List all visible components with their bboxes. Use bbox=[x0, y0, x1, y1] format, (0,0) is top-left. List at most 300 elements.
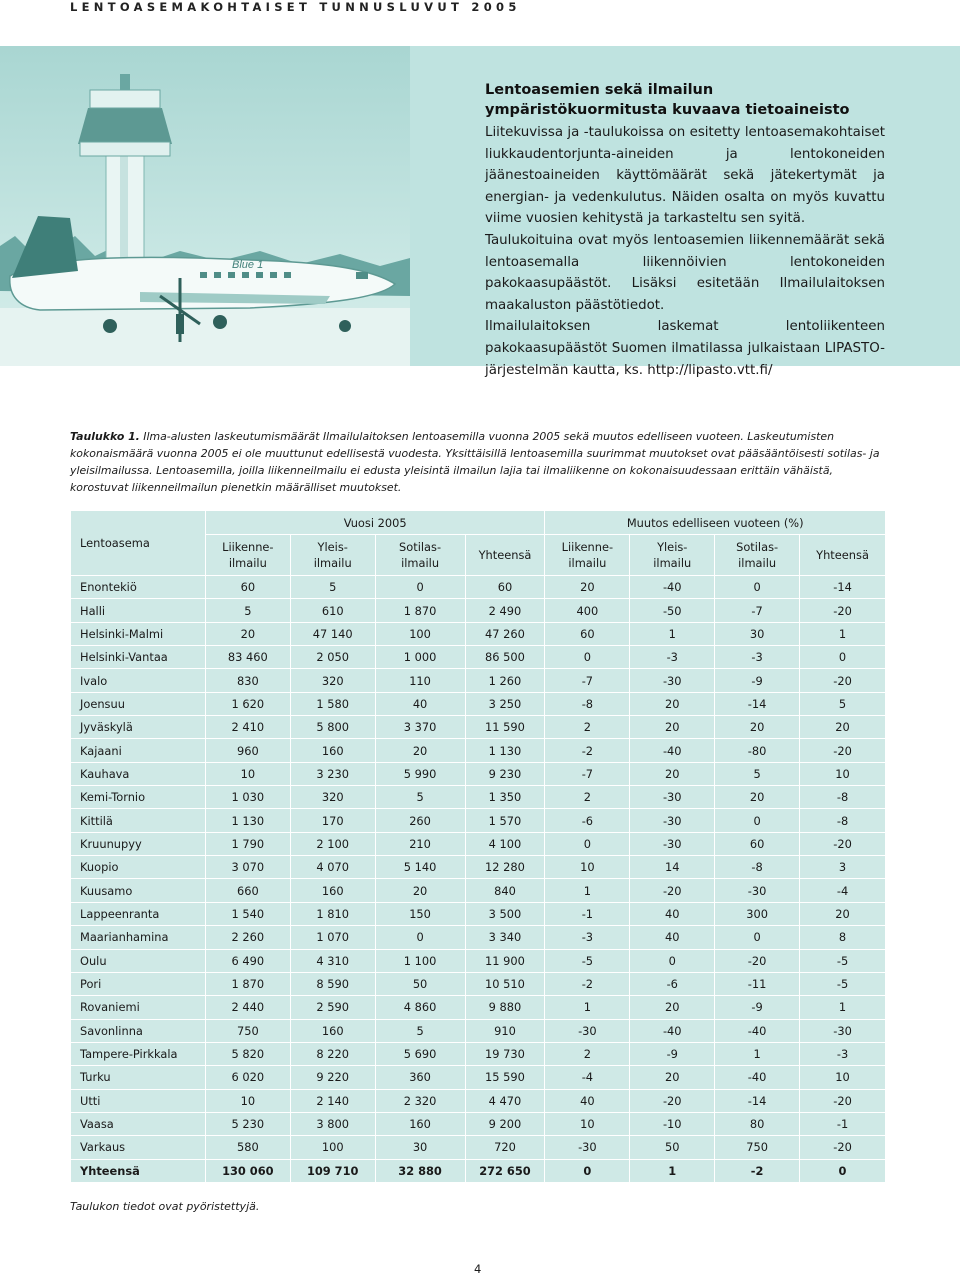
value-cell: 160 bbox=[290, 1019, 375, 1042]
value-cell: -30 bbox=[630, 786, 715, 809]
column-header-line: Sotilas- bbox=[736, 540, 779, 554]
table-caption bbox=[70, 428, 890, 496]
airport-name-cell: Yhteensä bbox=[71, 1159, 206, 1182]
value-cell: 100 bbox=[290, 1136, 375, 1159]
value-cell: 2 320 bbox=[375, 1089, 465, 1112]
value-cell: -1 bbox=[800, 1112, 886, 1135]
value-cell: -8 bbox=[545, 692, 630, 715]
landings-table bbox=[70, 510, 886, 1183]
value-cell: -50 bbox=[630, 599, 715, 622]
value-cell: -40 bbox=[630, 1019, 715, 1042]
value-cell: 19 730 bbox=[465, 1042, 545, 1065]
table-row bbox=[71, 692, 886, 715]
column-header-line: ilmailu bbox=[228, 556, 267, 570]
value-cell: 910 bbox=[465, 1019, 545, 1042]
value-cell: 2 490 bbox=[465, 599, 545, 622]
value-cell: -8 bbox=[715, 856, 800, 879]
value-cell: 1 870 bbox=[375, 599, 465, 622]
value-cell: -9 bbox=[715, 669, 800, 692]
value-cell: 80 bbox=[715, 1112, 800, 1135]
value-cell: -20 bbox=[630, 879, 715, 902]
value-cell: -7 bbox=[545, 762, 630, 785]
value-cell: 4 100 bbox=[465, 832, 545, 855]
aircraft-brand-text: Blue 1 bbox=[232, 259, 264, 271]
value-cell: -30 bbox=[545, 1019, 630, 1042]
column-header bbox=[375, 535, 465, 576]
airport-name-cell: Helsinki-Malmi bbox=[71, 622, 206, 645]
value-cell: 1 bbox=[800, 996, 886, 1019]
value-cell: 1 870 bbox=[205, 972, 290, 995]
value-cell: 1 bbox=[800, 622, 886, 645]
group-header-2005: Vuosi 2005 bbox=[205, 511, 545, 535]
value-cell: 15 590 bbox=[465, 1066, 545, 1089]
value-cell: 40 bbox=[545, 1089, 630, 1112]
value-cell: -10 bbox=[630, 1112, 715, 1135]
value-cell: 10 bbox=[205, 762, 290, 785]
value-cell: 1 580 bbox=[290, 692, 375, 715]
value-cell: 830 bbox=[205, 669, 290, 692]
value-cell: 750 bbox=[715, 1136, 800, 1159]
value-cell: 130 060 bbox=[205, 1159, 290, 1182]
value-cell: 320 bbox=[290, 669, 375, 692]
value-cell: 10 bbox=[800, 762, 886, 785]
value-cell: 40 bbox=[375, 692, 465, 715]
airport-name-cell: Kruunupyy bbox=[71, 832, 206, 855]
value-cell: 6 020 bbox=[205, 1066, 290, 1089]
airport-name-cell: Turku bbox=[71, 1066, 206, 1089]
value-cell: 109 710 bbox=[290, 1159, 375, 1182]
column-header-line: Yhteensä bbox=[478, 548, 532, 562]
value-cell: 160 bbox=[290, 739, 375, 762]
ground-crew bbox=[176, 314, 184, 334]
value-cell: -40 bbox=[715, 1019, 800, 1042]
value-cell: 2 bbox=[545, 1042, 630, 1065]
value-cell: 4 310 bbox=[290, 949, 375, 972]
value-cell: 2 050 bbox=[290, 646, 375, 669]
value-cell: 0 bbox=[375, 926, 465, 949]
value-cell: 9 220 bbox=[290, 1066, 375, 1089]
table-row bbox=[71, 926, 886, 949]
value-cell: 12 280 bbox=[465, 856, 545, 879]
value-cell: 2 260 bbox=[205, 926, 290, 949]
page-running-header: LENTOASEMAKOHTAISET TUNNUSLUVUT 2005 bbox=[70, 0, 521, 14]
value-cell: 210 bbox=[375, 832, 465, 855]
value-cell: -14 bbox=[800, 576, 886, 599]
value-cell: 3 500 bbox=[465, 902, 545, 925]
value-cell: -4 bbox=[800, 879, 886, 902]
value-cell: 1 350 bbox=[465, 786, 545, 809]
value-cell: 11 900 bbox=[465, 949, 545, 972]
value-cell: 1 810 bbox=[290, 902, 375, 925]
airport-header: Lentoasema bbox=[71, 511, 206, 576]
value-cell: -4 bbox=[545, 1066, 630, 1089]
value-cell: 20 bbox=[375, 879, 465, 902]
value-cell: -2 bbox=[545, 972, 630, 995]
table-row bbox=[71, 1042, 886, 1065]
table-row bbox=[71, 669, 886, 692]
value-cell: 150 bbox=[375, 902, 465, 925]
airport-name-cell: Utti bbox=[71, 1089, 206, 1112]
intro-text bbox=[485, 80, 885, 381]
value-cell: -3 bbox=[630, 646, 715, 669]
value-cell: -20 bbox=[800, 669, 886, 692]
table-row bbox=[71, 739, 886, 762]
value-cell: 2 590 bbox=[290, 996, 375, 1019]
value-cell: 4 860 bbox=[375, 996, 465, 1019]
value-cell: 3 340 bbox=[465, 926, 545, 949]
value-cell: 272 650 bbox=[465, 1159, 545, 1182]
value-cell: 0 bbox=[630, 949, 715, 972]
value-cell: 10 bbox=[205, 1089, 290, 1112]
value-cell: -14 bbox=[715, 692, 800, 715]
value-cell: -40 bbox=[630, 739, 715, 762]
intro-paragraph: Liitekuvissa ja -taulukoissa on esitetty lentoasemakohtaiset liukkaudentorjunta-aineiden ja lentokoneiden jäänestoaineiden käyttömäärät sekä jätekertymät ja energian- ja vedenkulutus. Näiden osalta on myös kuvattu viime vuosien kehitystä ja tarkasteltu sen syitä. bbox=[485, 125, 885, 227]
value-cell: 5 bbox=[290, 576, 375, 599]
value-cell: 3 800 bbox=[290, 1112, 375, 1135]
value-cell: -8 bbox=[800, 786, 886, 809]
value-cell: 40 bbox=[630, 902, 715, 925]
value-cell: 20 bbox=[630, 692, 715, 715]
value-cell: -30 bbox=[630, 669, 715, 692]
value-cell: 1 130 bbox=[205, 809, 290, 832]
airport-name-cell: Kajaani bbox=[71, 739, 206, 762]
value-cell: 1 260 bbox=[465, 669, 545, 692]
value-cell: 960 bbox=[205, 739, 290, 762]
value-cell: -30 bbox=[630, 832, 715, 855]
tower-cab bbox=[78, 108, 172, 144]
column-header-line: Yleis- bbox=[657, 540, 688, 554]
table-row bbox=[71, 949, 886, 972]
airport-name-cell: Enontekiö bbox=[71, 576, 206, 599]
value-cell: 5 690 bbox=[375, 1042, 465, 1065]
value-cell: 10 bbox=[545, 856, 630, 879]
value-cell: 5 bbox=[205, 599, 290, 622]
table-row bbox=[71, 1112, 886, 1135]
value-cell: -5 bbox=[800, 949, 886, 972]
value-cell: -3 bbox=[545, 926, 630, 949]
value-cell: 3 250 bbox=[465, 692, 545, 715]
value-cell: 300 bbox=[715, 902, 800, 925]
value-cell: 580 bbox=[205, 1136, 290, 1159]
intro-band bbox=[0, 46, 960, 378]
total-row bbox=[71, 1159, 886, 1182]
value-cell: 60 bbox=[715, 832, 800, 855]
value-cell: 0 bbox=[800, 1159, 886, 1182]
value-cell: 0 bbox=[715, 809, 800, 832]
table-row bbox=[71, 622, 886, 645]
value-cell: -5 bbox=[800, 972, 886, 995]
column-header-line: Liikenne- bbox=[561, 540, 614, 554]
airport-name-cell: Kuusamo bbox=[71, 879, 206, 902]
aircraft-wheel bbox=[213, 315, 227, 329]
table-row bbox=[71, 832, 886, 855]
airport-name-cell: Maarianhamina bbox=[71, 926, 206, 949]
value-cell: 0 bbox=[800, 646, 886, 669]
airport-name-cell: Pori bbox=[71, 972, 206, 995]
intro-paragraph: Ilmailulaitoksen laskemat lentoliikenteen pakokaasupäästöt Suomen ilmatilassa julkaistaan LIPASTO-järjestelmän kautta, ks. http://lipasto.vtt.fi/ bbox=[485, 319, 885, 378]
value-cell: 20 bbox=[800, 902, 886, 925]
value-cell: 1 570 bbox=[465, 809, 545, 832]
value-cell: 320 bbox=[290, 786, 375, 809]
value-cell: 1 000 bbox=[375, 646, 465, 669]
value-cell: 1 bbox=[630, 1159, 715, 1182]
value-cell: -40 bbox=[630, 576, 715, 599]
value-cell: 5 820 bbox=[205, 1042, 290, 1065]
value-cell: -6 bbox=[630, 972, 715, 995]
value-cell: 20 bbox=[630, 996, 715, 1019]
value-cell: 5 bbox=[375, 1019, 465, 1042]
value-cell: -30 bbox=[630, 809, 715, 832]
airport-name-cell: Joensuu bbox=[71, 692, 206, 715]
column-header-line: ilmailu bbox=[738, 556, 777, 570]
column-header bbox=[715, 535, 800, 576]
value-cell: 400 bbox=[545, 599, 630, 622]
airport-name-cell: Jyväskylä bbox=[71, 716, 206, 739]
column-header bbox=[205, 535, 290, 576]
value-cell: 0 bbox=[375, 576, 465, 599]
table-row bbox=[71, 786, 886, 809]
value-cell: 20 bbox=[375, 739, 465, 762]
value-cell: -7 bbox=[545, 669, 630, 692]
value-cell: 50 bbox=[630, 1136, 715, 1159]
value-cell: -30 bbox=[715, 879, 800, 902]
value-cell: -30 bbox=[800, 1019, 886, 1042]
value-cell: 4 070 bbox=[290, 856, 375, 879]
value-cell: 1 bbox=[630, 622, 715, 645]
value-cell: -20 bbox=[800, 739, 886, 762]
value-cell: 1 bbox=[545, 879, 630, 902]
airport-name-cell: Lappeenranta bbox=[71, 902, 206, 925]
value-cell: 0 bbox=[545, 646, 630, 669]
table-row bbox=[71, 879, 886, 902]
value-cell: 30 bbox=[715, 622, 800, 645]
table-row bbox=[71, 972, 886, 995]
value-cell: -9 bbox=[715, 996, 800, 1019]
airport-name-cell: Vaasa bbox=[71, 1112, 206, 1135]
value-cell: 20 bbox=[715, 786, 800, 809]
value-cell: 720 bbox=[465, 1136, 545, 1159]
value-cell: 86 500 bbox=[465, 646, 545, 669]
value-cell: 8 220 bbox=[290, 1042, 375, 1065]
value-cell: 610 bbox=[290, 599, 375, 622]
value-cell: -20 bbox=[630, 1089, 715, 1112]
value-cell: 60 bbox=[545, 622, 630, 645]
value-cell: 360 bbox=[375, 1066, 465, 1089]
value-cell: -2 bbox=[545, 739, 630, 762]
value-cell: 1 070 bbox=[290, 926, 375, 949]
value-cell: 1 bbox=[715, 1042, 800, 1065]
value-cell: 5 bbox=[800, 692, 886, 715]
value-cell: -20 bbox=[800, 599, 886, 622]
value-cell: 2 410 bbox=[205, 716, 290, 739]
value-cell: -5 bbox=[545, 949, 630, 972]
value-cell: 2 bbox=[545, 716, 630, 739]
value-cell: 5 bbox=[375, 786, 465, 809]
table-row bbox=[71, 1136, 886, 1159]
value-cell: 5 230 bbox=[205, 1112, 290, 1135]
column-header-line: Sotilas- bbox=[399, 540, 442, 554]
table-row bbox=[71, 646, 886, 669]
table-row bbox=[71, 762, 886, 785]
airport-name-cell: Kittilä bbox=[71, 809, 206, 832]
value-cell: 3 bbox=[800, 856, 886, 879]
value-cell: 1 bbox=[545, 996, 630, 1019]
value-cell: -14 bbox=[715, 1089, 800, 1112]
value-cell: 20 bbox=[545, 576, 630, 599]
airport-name-cell: Kemi-Tornio bbox=[71, 786, 206, 809]
value-cell: 1 130 bbox=[465, 739, 545, 762]
airport-name-cell: Varkaus bbox=[71, 1136, 206, 1159]
column-header bbox=[630, 535, 715, 576]
value-cell: 83 460 bbox=[205, 646, 290, 669]
table-row bbox=[71, 599, 886, 622]
value-cell: -40 bbox=[715, 1066, 800, 1089]
value-cell: 1 620 bbox=[205, 692, 290, 715]
airport-name-cell: Rovaniemi bbox=[71, 996, 206, 1019]
value-cell: 20 bbox=[715, 716, 800, 739]
intro-title: Lentoasemien sekä ilmailun ympäristökuormitusta kuvaava tietoaineisto bbox=[485, 82, 850, 118]
value-cell: 9 230 bbox=[465, 762, 545, 785]
value-cell: 0 bbox=[545, 1159, 630, 1182]
value-cell: 3 070 bbox=[205, 856, 290, 879]
value-cell: -20 bbox=[800, 1089, 886, 1112]
column-header-line: ilmailu bbox=[313, 556, 352, 570]
column-header bbox=[465, 535, 545, 576]
value-cell: 260 bbox=[375, 809, 465, 832]
table-caption-label: Taulukko 1. bbox=[70, 430, 140, 443]
value-cell: 20 bbox=[205, 622, 290, 645]
table-row bbox=[71, 1089, 886, 1112]
value-cell: -8 bbox=[800, 809, 886, 832]
value-cell: 10 bbox=[800, 1066, 886, 1089]
airport-name-cell: Savonlinna bbox=[71, 1019, 206, 1042]
value-cell: 660 bbox=[205, 879, 290, 902]
table-row bbox=[71, 809, 886, 832]
value-cell: -6 bbox=[545, 809, 630, 832]
value-cell: -3 bbox=[800, 1042, 886, 1065]
value-cell: 5 bbox=[715, 762, 800, 785]
value-cell: -3 bbox=[715, 646, 800, 669]
column-header bbox=[290, 535, 375, 576]
value-cell: 2 100 bbox=[290, 832, 375, 855]
value-cell: -2 bbox=[715, 1159, 800, 1182]
value-cell: -7 bbox=[715, 599, 800, 622]
column-header-line: Yhteensä bbox=[816, 548, 869, 562]
value-cell: 20 bbox=[800, 716, 886, 739]
value-cell: 47 140 bbox=[290, 622, 375, 645]
table-row bbox=[71, 856, 886, 879]
value-cell: 6 490 bbox=[205, 949, 290, 972]
group-header-change: Muutos edelliseen vuoteen (%) bbox=[545, 511, 886, 535]
airport-name-cell: Ivalo bbox=[71, 669, 206, 692]
value-cell: 11 590 bbox=[465, 716, 545, 739]
value-cell: -9 bbox=[630, 1042, 715, 1065]
value-cell: 9 200 bbox=[465, 1112, 545, 1135]
table-row bbox=[71, 996, 886, 1019]
value-cell: 100 bbox=[375, 622, 465, 645]
value-cell: 160 bbox=[375, 1112, 465, 1135]
value-cell: 20 bbox=[630, 762, 715, 785]
value-cell: 170 bbox=[290, 809, 375, 832]
value-cell: 1 100 bbox=[375, 949, 465, 972]
column-header-line: ilmailu bbox=[653, 556, 692, 570]
value-cell: 160 bbox=[290, 879, 375, 902]
value-cell: 750 bbox=[205, 1019, 290, 1042]
value-cell: 110 bbox=[375, 669, 465, 692]
value-cell: 10 510 bbox=[465, 972, 545, 995]
value-cell: -20 bbox=[715, 949, 800, 972]
value-cell: 0 bbox=[715, 576, 800, 599]
value-cell: 1 030 bbox=[205, 786, 290, 809]
intro-paragraph: Taulukoituina ovat myös lentoasemien liikennemäärät sekä lentoasemalla liikennöivien lentokoneiden pakokaasupäästöt. Lisäksi esitetään Ilmailulaitoksen maakaluston päästötiedot. bbox=[485, 232, 885, 313]
value-cell: 2 140 bbox=[290, 1089, 375, 1112]
airport-name-cell: Helsinki-Vantaa bbox=[71, 646, 206, 669]
value-cell: 8 590 bbox=[290, 972, 375, 995]
airport-photo bbox=[0, 46, 410, 366]
table-row bbox=[71, 576, 886, 599]
ground bbox=[0, 308, 410, 366]
value-cell: 0 bbox=[545, 832, 630, 855]
value-cell: 5 140 bbox=[375, 856, 465, 879]
value-cell: 60 bbox=[465, 576, 545, 599]
value-cell: 20 bbox=[630, 1066, 715, 1089]
value-cell: -1 bbox=[545, 902, 630, 925]
value-cell: 5 990 bbox=[375, 762, 465, 785]
value-cell: -30 bbox=[545, 1136, 630, 1159]
value-cell: 5 800 bbox=[290, 716, 375, 739]
column-header bbox=[800, 535, 886, 576]
value-cell: 8 bbox=[800, 926, 886, 949]
airport-name-cell: Kuopio bbox=[71, 856, 206, 879]
column-header-line: Yleis- bbox=[317, 540, 348, 554]
table-row bbox=[71, 902, 886, 925]
airport-name-cell: Tampere-Pirkkala bbox=[71, 1042, 206, 1065]
value-cell: 60 bbox=[205, 576, 290, 599]
value-cell: 840 bbox=[465, 879, 545, 902]
value-cell: -20 bbox=[800, 832, 886, 855]
value-cell: 1 540 bbox=[205, 902, 290, 925]
value-cell: 2 440 bbox=[205, 996, 290, 1019]
value-cell: 14 bbox=[630, 856, 715, 879]
value-cell: 30 bbox=[375, 1136, 465, 1159]
page-number: 4 bbox=[474, 1262, 482, 1276]
value-cell: -20 bbox=[800, 1136, 886, 1159]
value-cell: 47 260 bbox=[465, 622, 545, 645]
value-cell: -80 bbox=[715, 739, 800, 762]
value-cell: 20 bbox=[630, 716, 715, 739]
aircraft-wheel bbox=[103, 319, 117, 333]
value-cell: 2 bbox=[545, 786, 630, 809]
value-cell: 9 880 bbox=[465, 996, 545, 1019]
airport-name-cell: Oulu bbox=[71, 949, 206, 972]
value-cell: 1 790 bbox=[205, 832, 290, 855]
value-cell: 10 bbox=[545, 1112, 630, 1135]
table-caption-text: Ilma-alusten laskeutumismäärät Ilmailulaitoksen lentoasemilla vuonna 2005 sekä muutos edelliseen vuoteen. Laskeutumisten kokonaismäärä vuonna 2005 ei ole muuttunut edellisestä vuodesta. Yksittäisillä lentoasemilla suurimmat muutokset ovat pääsääntöisesti sotilas- ja yleisilmailussa. Lentoasemilla, joilla liikenneilmailu ei edusta yleisintä ilmailun lajia tai ilmaliikenne on kokonaisuudessaan erittäin vähäistä, korostuvat liikenneilmailun pienetkin määrälliset muutokset. bbox=[70, 430, 880, 494]
value-cell: 0 bbox=[715, 926, 800, 949]
airport-name-cell: Kauhava bbox=[71, 762, 206, 785]
value-cell: 3 230 bbox=[290, 762, 375, 785]
airport-name-cell: Halli bbox=[71, 599, 206, 622]
aircraft-wheel bbox=[339, 320, 351, 332]
table-row bbox=[71, 1066, 886, 1089]
column-header-line: ilmailu bbox=[401, 556, 440, 570]
value-cell: 3 370 bbox=[375, 716, 465, 739]
value-cell: 40 bbox=[630, 926, 715, 949]
table-footnote: Taulukon tiedot ovat pyöristettyjä. bbox=[70, 1200, 260, 1213]
column-header-line: Liikenne- bbox=[222, 540, 274, 554]
value-cell: 4 470 bbox=[465, 1089, 545, 1112]
table-row bbox=[71, 716, 886, 739]
